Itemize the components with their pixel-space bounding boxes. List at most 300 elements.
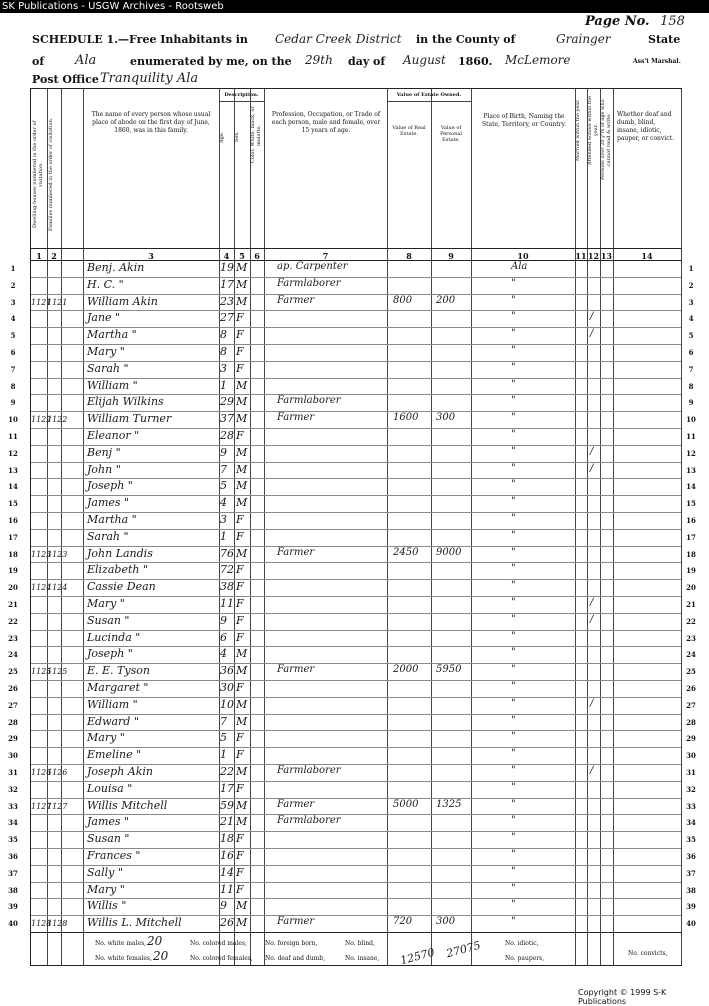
- row-number: 33: [686, 801, 696, 811]
- person-name: William Akin: [87, 294, 158, 308]
- col-number: 3: [148, 251, 154, 261]
- row-number: 27: [686, 700, 696, 710]
- dwelling-number: 1126: [31, 768, 52, 777]
- row-number: 24: [8, 650, 18, 660]
- enumeration-day: 29th: [305, 53, 333, 67]
- row-number: 26: [686, 684, 696, 693]
- person-occupation: Farmer: [277, 664, 315, 676]
- person-age: 23: [220, 294, 234, 308]
- person-name: Willis L. Mitchell: [87, 916, 182, 930]
- col-name-heading: The name of every person whose usual place of abode on the first day of June, 1860, was in this family.: [91, 111, 211, 134]
- row-number: 17: [8, 532, 18, 542]
- col-married-heading: Married within the year.: [575, 99, 581, 161]
- row-number: 8: [10, 381, 16, 391]
- birth-place: ": [511, 597, 516, 608]
- person-sex: F: [236, 513, 244, 526]
- person-name: Susan ": [87, 613, 130, 627]
- row-number: 40: [8, 919, 18, 929]
- person-name: Sarah ": [87, 529, 129, 543]
- personal-estate-value: 200: [436, 294, 456, 306]
- person-age: 18: [220, 832, 234, 846]
- person-age: 5: [220, 479, 227, 493]
- page-number: [585, 14, 685, 29]
- row-number: 27: [8, 700, 18, 710]
- row-number: 37: [8, 868, 18, 878]
- row-number: 10: [686, 415, 696, 425]
- birth-place: ": [511, 865, 516, 877]
- row-number: 10: [8, 415, 18, 425]
- row-number: 11: [686, 432, 696, 441]
- person-name: Louisa ": [87, 781, 133, 795]
- row-number: 20: [8, 583, 18, 593]
- birth-place: ": [511, 378, 516, 390]
- birth-place: ": [511, 899, 516, 911]
- person-name: Willis Mitchell: [87, 798, 168, 812]
- person-sex: M: [236, 765, 248, 778]
- row-number: 38: [8, 885, 18, 895]
- birth-place: ": [511, 798, 516, 810]
- person-name: Susan ": [87, 832, 130, 846]
- col-number: 6: [254, 251, 260, 261]
- person-sex: F: [236, 748, 244, 762]
- person-age: 10: [220, 697, 234, 711]
- person-name: Elijah Wilkins: [87, 395, 164, 409]
- person-name: Mary ": [87, 731, 125, 745]
- birth-place: ": [511, 697, 516, 709]
- person-occupation: Farmlaborer: [277, 765, 341, 776]
- real-estate-value: 720: [393, 916, 413, 928]
- person-occupation: Farmer: [277, 546, 315, 558]
- person-sex: F: [236, 597, 244, 610]
- col-illiterate-heading: Persons over 20 y'rs of age who cannot read & write.: [600, 99, 612, 181]
- row-number: 18: [686, 549, 696, 559]
- person-name: Eleanor ": [87, 429, 140, 442]
- row-number: 16: [8, 516, 18, 525]
- row-number: 32: [686, 784, 696, 794]
- row-number: 22: [686, 616, 696, 626]
- row-number: 3: [10, 297, 16, 307]
- real-estate-value: 1600: [393, 412, 419, 424]
- birth-place: ": [511, 916, 516, 928]
- real-estate-value: 2450: [393, 546, 419, 558]
- person-sex: F: [236, 563, 244, 577]
- person-sex: F: [236, 882, 244, 896]
- person-sex: F: [236, 529, 244, 543]
- person-sex: M: [236, 697, 248, 711]
- col-age-heading: Age.: [219, 131, 225, 143]
- person-sex: M: [236, 546, 248, 560]
- person-sex: M: [236, 496, 248, 510]
- birth-place: ": [511, 849, 516, 860]
- row-number: 34: [686, 818, 696, 828]
- person-name: Benj ": [87, 445, 121, 459]
- row-number: 21: [8, 600, 18, 609]
- row-number: 7: [688, 364, 694, 374]
- family-number: 1122: [47, 415, 68, 425]
- birth-place: ": [511, 496, 516, 508]
- page-number-value: 158: [660, 14, 685, 29]
- person-age: 38: [220, 580, 234, 594]
- row-number: 29: [686, 734, 696, 744]
- person-age: 11: [220, 597, 234, 610]
- birth-place: ": [511, 445, 516, 457]
- row-number: 6: [10, 348, 16, 357]
- state-label: State: [648, 33, 681, 46]
- family-number: 1125: [47, 667, 68, 677]
- person-occupation: ap. Carpenter: [277, 261, 348, 272]
- person-sex: F: [236, 681, 244, 694]
- col-personal-estate-heading: Value of Personal Estate.: [440, 125, 462, 143]
- person-sex: F: [236, 781, 244, 795]
- person-sex: F: [236, 865, 244, 879]
- dwelling-number: 1124: [31, 583, 52, 593]
- person-name: William ": [87, 378, 138, 392]
- row-number: 35: [686, 835, 696, 845]
- convicts-label: No. convicts,: [628, 950, 668, 957]
- col-number: 9: [448, 251, 454, 261]
- row-number: 21: [686, 600, 696, 609]
- person-sex: M: [236, 815, 248, 829]
- person-age: 27: [220, 311, 234, 325]
- personal-estate-total: 27075: [444, 938, 483, 961]
- birth-place: ": [511, 563, 516, 575]
- insane-label: No. insane,: [345, 955, 380, 962]
- person-sex: M: [236, 294, 248, 308]
- dwelling-number: 1127: [31, 801, 52, 811]
- person-name: Mary ": [87, 882, 125, 896]
- person-occupation: Farmer: [277, 294, 315, 306]
- birth-place: ": [511, 832, 516, 844]
- personal-estate-value: 300: [436, 412, 456, 424]
- birth-place: ": [511, 311, 516, 323]
- person-age: 36: [220, 664, 234, 678]
- col-sex-heading: Sex.: [234, 131, 240, 143]
- census-table: [8, 88, 696, 966]
- person-occupation: Farmlaborer: [277, 395, 341, 407]
- col-dwelling-heading: Dwelling-houses numbered in the order of visitation.: [32, 120, 44, 228]
- birth-place: ": [511, 630, 516, 642]
- person-sex: M: [236, 714, 248, 728]
- personal-estate-value: 9000: [436, 546, 462, 558]
- person-occupation: Farmlaborer: [277, 277, 341, 289]
- personal-estate-value: 5950: [436, 664, 462, 676]
- person-name: Elizabeth ": [87, 563, 149, 577]
- col-number: 5: [239, 251, 245, 261]
- person-sex: M: [236, 647, 248, 661]
- person-age: 29: [220, 395, 234, 409]
- person-age: 26: [220, 916, 234, 930]
- person-sex: F: [236, 630, 244, 644]
- person-sex: M: [236, 261, 248, 274]
- white-females-label: No. white females,: [95, 955, 152, 962]
- row-number: 1: [688, 264, 694, 273]
- person-sex: F: [236, 613, 244, 627]
- person-sex: M: [236, 445, 248, 459]
- birth-place: ": [511, 580, 516, 592]
- personal-estate-value: 1325: [436, 798, 462, 810]
- marshal-name: McLemore: [505, 53, 571, 67]
- row-number: 38: [686, 885, 696, 895]
- person-age: 17: [220, 781, 234, 795]
- row-number: 14: [686, 482, 696, 492]
- col-number: 10: [517, 251, 529, 261]
- person-age: 76: [220, 546, 234, 560]
- school-mark: /: [590, 613, 594, 625]
- person-occupation: Farmer: [277, 412, 315, 424]
- person-name: James ": [87, 815, 130, 829]
- county-name: Grainger: [556, 32, 611, 46]
- enumeration-month: August: [403, 53, 446, 67]
- person-age: 1: [220, 378, 227, 392]
- person-name: H. C. ": [87, 277, 124, 291]
- person-sex: M: [236, 277, 248, 291]
- row-number: 2: [688, 280, 694, 290]
- school-mark: /: [590, 311, 594, 323]
- county-label: in the County of: [416, 33, 516, 46]
- person-sex: M: [236, 916, 248, 930]
- person-name: James ": [87, 496, 130, 510]
- person-name: Mary ": [87, 597, 125, 610]
- row-number: 9: [10, 398, 16, 408]
- person-name: Lucinda ": [87, 630, 141, 644]
- row-number: 40: [686, 919, 696, 929]
- person-name: Joseph Akin: [87, 765, 154, 778]
- state-name: Ala: [75, 53, 97, 68]
- row-number: 34: [8, 818, 18, 828]
- idiotic-label: No. idiotic,: [505, 940, 539, 947]
- birth-place: ": [511, 765, 516, 776]
- person-sex: F: [236, 429, 244, 442]
- row-number: 4: [10, 314, 16, 324]
- row-number: 1: [10, 264, 16, 273]
- birth-place: ": [511, 395, 516, 407]
- person-sex: M: [236, 378, 248, 392]
- row-number: 15: [686, 499, 696, 509]
- person-age: 7: [220, 462, 227, 476]
- estate-heading: Value of Estate Owned.: [396, 92, 462, 98]
- school-mark: /: [590, 445, 594, 457]
- person-sex: M: [236, 479, 248, 493]
- person-sex: F: [236, 832, 244, 846]
- person-age: 37: [220, 412, 234, 426]
- birth-place: ": [511, 277, 516, 289]
- person-sex: M: [236, 664, 248, 678]
- post-office-label: Post Office: [32, 73, 99, 86]
- row-number: 11: [8, 432, 18, 441]
- person-age: 4: [220, 496, 227, 510]
- person-sex: M: [236, 462, 248, 476]
- family-number: 1127: [47, 801, 68, 811]
- row-number: 5: [688, 331, 694, 341]
- school-mark: /: [590, 697, 594, 709]
- personal-estate-value: 300: [436, 916, 456, 928]
- person-age: 1: [220, 529, 227, 543]
- person-age: 8: [220, 328, 227, 342]
- person-age: 11: [220, 882, 234, 896]
- post-office-name: Tranquility Ala: [100, 71, 199, 86]
- person-name: Frances ": [87, 849, 141, 862]
- person-name: John ": [87, 462, 121, 476]
- of-label: of: [32, 55, 45, 68]
- person-name: William ": [87, 697, 138, 711]
- schedule-title: SCHEDULE 1.—Free Inhabitants in: [32, 33, 248, 46]
- row-number: 12: [686, 448, 696, 458]
- enumerated-label: enumerated by me, on the: [130, 55, 292, 68]
- white-females-count: 20: [153, 949, 169, 963]
- foreign-born-label: No. foreign born,: [265, 940, 318, 947]
- person-age: 28: [220, 429, 234, 442]
- birth-place: ": [511, 529, 516, 541]
- person-sex: F: [236, 311, 244, 325]
- person-sex: M: [236, 395, 248, 409]
- row-number: 39: [8, 902, 18, 912]
- birth-place: ": [511, 513, 516, 524]
- white-males-label: No. white males,: [95, 940, 147, 947]
- person-sex: F: [236, 361, 244, 375]
- school-mark: /: [590, 462, 594, 474]
- birth-place: ": [511, 748, 516, 760]
- page-number-label: Page No.: [585, 14, 650, 29]
- person-name: Joseph ": [87, 479, 133, 493]
- person-age: 21: [220, 815, 234, 829]
- person-name: Joseph ": [87, 647, 133, 661]
- birth-place: Ala: [511, 261, 528, 272]
- person-age: 17: [220, 277, 234, 291]
- copyright-notice: Copyright © 1999 S-K Publications: [578, 988, 667, 1006]
- person-name: Margaret ": [87, 681, 149, 694]
- person-name: Sally ": [87, 865, 123, 879]
- row-number: 5: [10, 331, 16, 341]
- col-school-heading: Attended School within the year.: [587, 95, 599, 165]
- col-number: 12: [587, 251, 600, 261]
- dwelling-number: 1123: [31, 549, 52, 559]
- person-age: 16: [220, 849, 234, 862]
- family-number: 1123: [47, 549, 68, 559]
- row-number: 32: [8, 784, 18, 794]
- archive-banner: SK Publications - USGW Archives - Rootsweb: [0, 0, 709, 13]
- real-estate-value: 2000: [393, 664, 419, 676]
- birth-place: ": [511, 681, 516, 692]
- deaf-dumb-label: No. deaf and dumb,: [265, 955, 325, 962]
- row-number: 20: [686, 583, 696, 593]
- row-number: 18: [8, 549, 18, 559]
- col-birthplace-heading: Place of Birth, Naming the State, Territory, or Country.: [481, 113, 566, 128]
- birth-place: ": [511, 294, 516, 306]
- birth-place: ": [511, 479, 516, 491]
- person-sex: M: [236, 899, 248, 913]
- row-number: 4: [688, 314, 694, 324]
- col-real-estate-heading: Value of Real Estate.: [392, 125, 426, 137]
- col-number: 2: [51, 251, 57, 261]
- person-name: Martha ": [87, 513, 137, 526]
- dwelling-number: 1121: [31, 297, 52, 307]
- row-number: 3: [688, 297, 694, 307]
- birth-place: ": [511, 815, 516, 827]
- district-name: Cedar Creek District: [275, 32, 402, 46]
- row-number: 16: [686, 516, 696, 525]
- row-number: 8: [688, 381, 694, 391]
- person-name: Benj. Akin: [87, 261, 145, 274]
- person-age: 3: [220, 361, 227, 375]
- person-age: 9: [220, 899, 227, 913]
- person-sex: F: [236, 849, 244, 862]
- row-number: 29: [8, 734, 18, 744]
- person-age: 14: [220, 865, 234, 879]
- birth-place: ": [511, 328, 516, 340]
- row-number: 31: [8, 768, 18, 777]
- col-number: 14: [641, 251, 653, 261]
- row-number: 30: [8, 751, 18, 761]
- birth-place: ": [511, 647, 516, 659]
- col-number: 11: [575, 251, 587, 261]
- person-age: 7: [220, 714, 227, 728]
- row-number: 23: [8, 633, 18, 643]
- row-number: 35: [8, 835, 18, 845]
- row-number: 13: [8, 465, 18, 475]
- row-number: 13: [686, 465, 696, 475]
- row-number: 23: [686, 633, 696, 643]
- colored-females-label: No. colored females,: [190, 955, 253, 962]
- birth-place: ": [511, 781, 516, 793]
- row-number: 28: [8, 717, 18, 727]
- row-number: 7: [10, 364, 16, 374]
- row-number: 31: [686, 768, 696, 777]
- person-age: 8: [220, 345, 227, 358]
- col-number: 8: [406, 251, 412, 261]
- school-mark: /: [590, 597, 594, 608]
- row-number: 25: [8, 667, 18, 677]
- person-sex: M: [236, 798, 248, 812]
- person-age: 9: [220, 613, 227, 627]
- birth-place: ": [511, 882, 516, 894]
- col-number: 7: [322, 251, 329, 261]
- person-age: 4: [220, 647, 227, 661]
- person-age: 6: [220, 630, 227, 644]
- birth-place: ": [511, 462, 516, 474]
- row-number: 37: [686, 868, 696, 878]
- row-number: 6: [688, 348, 694, 357]
- person-sex: F: [236, 580, 244, 594]
- row-number: 19: [8, 566, 18, 576]
- paupers-label: No. paupers,: [505, 955, 545, 962]
- row-number: 14: [8, 482, 18, 492]
- person-name: E. E. Tyson: [87, 664, 150, 678]
- birth-place: ": [511, 412, 516, 424]
- real-estate-value: 800: [393, 294, 413, 306]
- person-sex: F: [236, 328, 244, 342]
- person-occupation: Farmer: [277, 916, 315, 928]
- birth-place: ": [511, 731, 516, 743]
- description-heading: Description.: [224, 92, 259, 98]
- colored-males-label: No. colored males,: [190, 940, 247, 947]
- person-name: William Turner: [87, 412, 172, 426]
- birth-place: ": [511, 429, 516, 440]
- row-number: 19: [686, 566, 696, 576]
- person-occupation: Farmlaborer: [277, 815, 341, 827]
- person-name: Cassie Dean: [87, 580, 156, 594]
- family-number: 1126: [47, 768, 68, 777]
- person-occupation: Farmer: [277, 798, 315, 810]
- person-name: Mary ": [87, 345, 125, 358]
- person-age: 19: [220, 261, 234, 274]
- row-number: 24: [686, 650, 696, 660]
- col-color-heading: Color, White, black, or mulatto.: [250, 106, 262, 164]
- col-occupation-heading: Profession, Occupation, or Trade of each person, male and female, over 15 years of age.: [271, 111, 381, 134]
- birth-place: ": [511, 546, 516, 558]
- family-number: 1124: [47, 583, 68, 593]
- person-age: 72: [220, 563, 234, 577]
- row-number: 25: [686, 667, 696, 677]
